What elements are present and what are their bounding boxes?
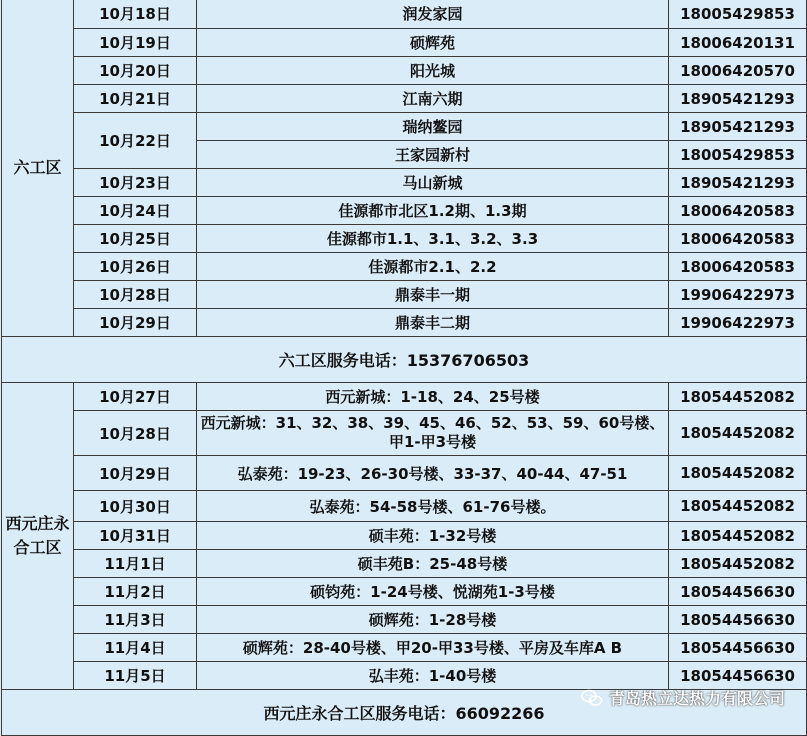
area-cell: 弘泰苑：19-23、26-30号楼、33-37、40-44、47-51 [197, 456, 669, 491]
table-row [2, 491, 807, 522]
phone-cell: 18054452082 [669, 411, 807, 456]
area-cell: 硕辉苑：1-28号楼 [197, 606, 669, 634]
date-cell: 11月3日 [74, 606, 197, 634]
phone-cell: 18054452082 [669, 522, 807, 550]
phone-cell: 18054456630 [669, 606, 807, 634]
area-cell: 鼎泰丰二期 [197, 309, 669, 337]
table-row [2, 253, 807, 281]
table-row [2, 29, 807, 57]
table-row [2, 113, 807, 141]
date-cell: 11月1日 [74, 550, 197, 578]
service-phone-line: 西元庄永合工区服务电话：66092266 [2, 690, 807, 736]
area-cell: 瑞纳鳌园 [197, 113, 669, 141]
phone-cell: 18006420583 [669, 225, 807, 253]
watermark-text: 青岛热立达热力有限公司 [608, 689, 785, 708]
date-cell: 10月29日 [74, 309, 197, 337]
phone-cell: 18006420583 [669, 253, 807, 281]
table-row [2, 85, 807, 113]
phone-cell: 18005429853 [669, 141, 807, 169]
phone-cell: 18054456630 [669, 662, 807, 690]
date-cell: 10月18日 [74, 0, 197, 29]
district-cell: 六工区 [2, 0, 74, 337]
date-cell: 11月5日 [74, 662, 197, 690]
phone-cell: 18005429853 [669, 0, 807, 29]
area-cell: 硕丰苑：1-32号楼 [197, 522, 669, 550]
table-row [2, 634, 807, 662]
area-cell: 佳源都市北区1.2期、1.3期 [197, 197, 669, 225]
area-cell: 硕钧苑：1-24号楼、悦湖苑1-3号楼 [197, 578, 669, 606]
phone-cell: 18006420570 [669, 57, 807, 85]
area-cell: 西元新城：31、32、38、39、45、46、52、53、59、60号楼、甲1-甲3号楼 [197, 411, 669, 456]
table-row [2, 578, 807, 606]
area-cell: 弘泰苑：54-58号楼、61-76号楼。 [197, 491, 669, 522]
phone-cell: 19906422973 [669, 309, 807, 337]
area-cell: 硕丰苑B：25-48号楼 [197, 550, 669, 578]
phone-cell: 18054452082 [669, 383, 807, 411]
table-row [2, 197, 807, 225]
service-phone-line: 六工区服务电话：15376706503 [2, 337, 807, 383]
date-cell: 10月22日 [74, 113, 197, 169]
date-cell: 10月27日 [74, 383, 197, 411]
service-line-row [2, 690, 807, 736]
table-row [2, 225, 807, 253]
table-row [2, 309, 807, 337]
date-cell: 10月25日 [74, 225, 197, 253]
table-row [2, 0, 807, 29]
date-cell: 10月26日 [74, 253, 197, 281]
date-cell: 10月31日 [74, 522, 197, 550]
area-cell: 鼎泰丰一期 [197, 281, 669, 309]
phone-cell: 18054452082 [669, 456, 807, 491]
area-cell: 佳源都市1.1、3.1、3.2、3.3 [197, 225, 669, 253]
date-cell: 10月19日 [74, 29, 197, 57]
date-cell: 10月28日 [74, 411, 197, 456]
table-row [2, 522, 807, 550]
table-row [2, 383, 807, 411]
phone-cell: 18054456630 [669, 634, 807, 662]
table-row [2, 550, 807, 578]
area-cell: 马山新城 [197, 169, 669, 197]
phone-cell: 18054452082 [669, 550, 807, 578]
service-line-row [2, 337, 807, 383]
phone-cell: 18006420131 [669, 29, 807, 57]
date-cell: 11月2日 [74, 578, 197, 606]
date-cell: 10月28日 [74, 281, 197, 309]
date-cell: 10月30日 [74, 491, 197, 522]
date-cell: 10月21日 [74, 85, 197, 113]
table-row [2, 606, 807, 634]
area-cell: 江南六期 [197, 85, 669, 113]
area-cell: 弘丰苑：1-40号楼 [197, 662, 669, 690]
date-cell: 10月29日 [74, 456, 197, 491]
phone-cell: 18905421293 [669, 113, 807, 141]
table-row [2, 57, 807, 85]
district-cell: 西元庄永合工区 [2, 383, 74, 690]
phone-cell: 18905421293 [669, 169, 807, 197]
table-row [2, 281, 807, 309]
area-cell: 佳源都市2.1、2.2 [197, 253, 669, 281]
area-cell: 西元新城：1-18、24、25号楼 [197, 383, 669, 411]
area-cell: 硕辉苑：28-40号楼、甲20-甲33号楼、平房及车库A B [197, 634, 669, 662]
area-cell: 阳光城 [197, 57, 669, 85]
date-cell: 11月4日 [74, 634, 197, 662]
phone-cell: 19906422973 [669, 281, 807, 309]
date-cell: 10月23日 [74, 169, 197, 197]
date-cell: 10月24日 [74, 197, 197, 225]
table-row [2, 456, 807, 491]
table-row [2, 662, 807, 690]
date-cell: 10月20日 [74, 57, 197, 85]
area-cell: 王家园新村 [197, 141, 669, 169]
area-cell: 润发家园 [197, 0, 669, 29]
phone-cell: 18054456630 [669, 578, 807, 606]
table-row [2, 411, 807, 456]
phone-cell: 18006420583 [669, 197, 807, 225]
phone-cell: 18054452082 [669, 491, 807, 522]
phone-cell: 18905421293 [669, 85, 807, 113]
heating-schedule-table [1, 0, 807, 736]
table-row [2, 169, 807, 197]
area-cell: 硕辉苑 [197, 29, 669, 57]
